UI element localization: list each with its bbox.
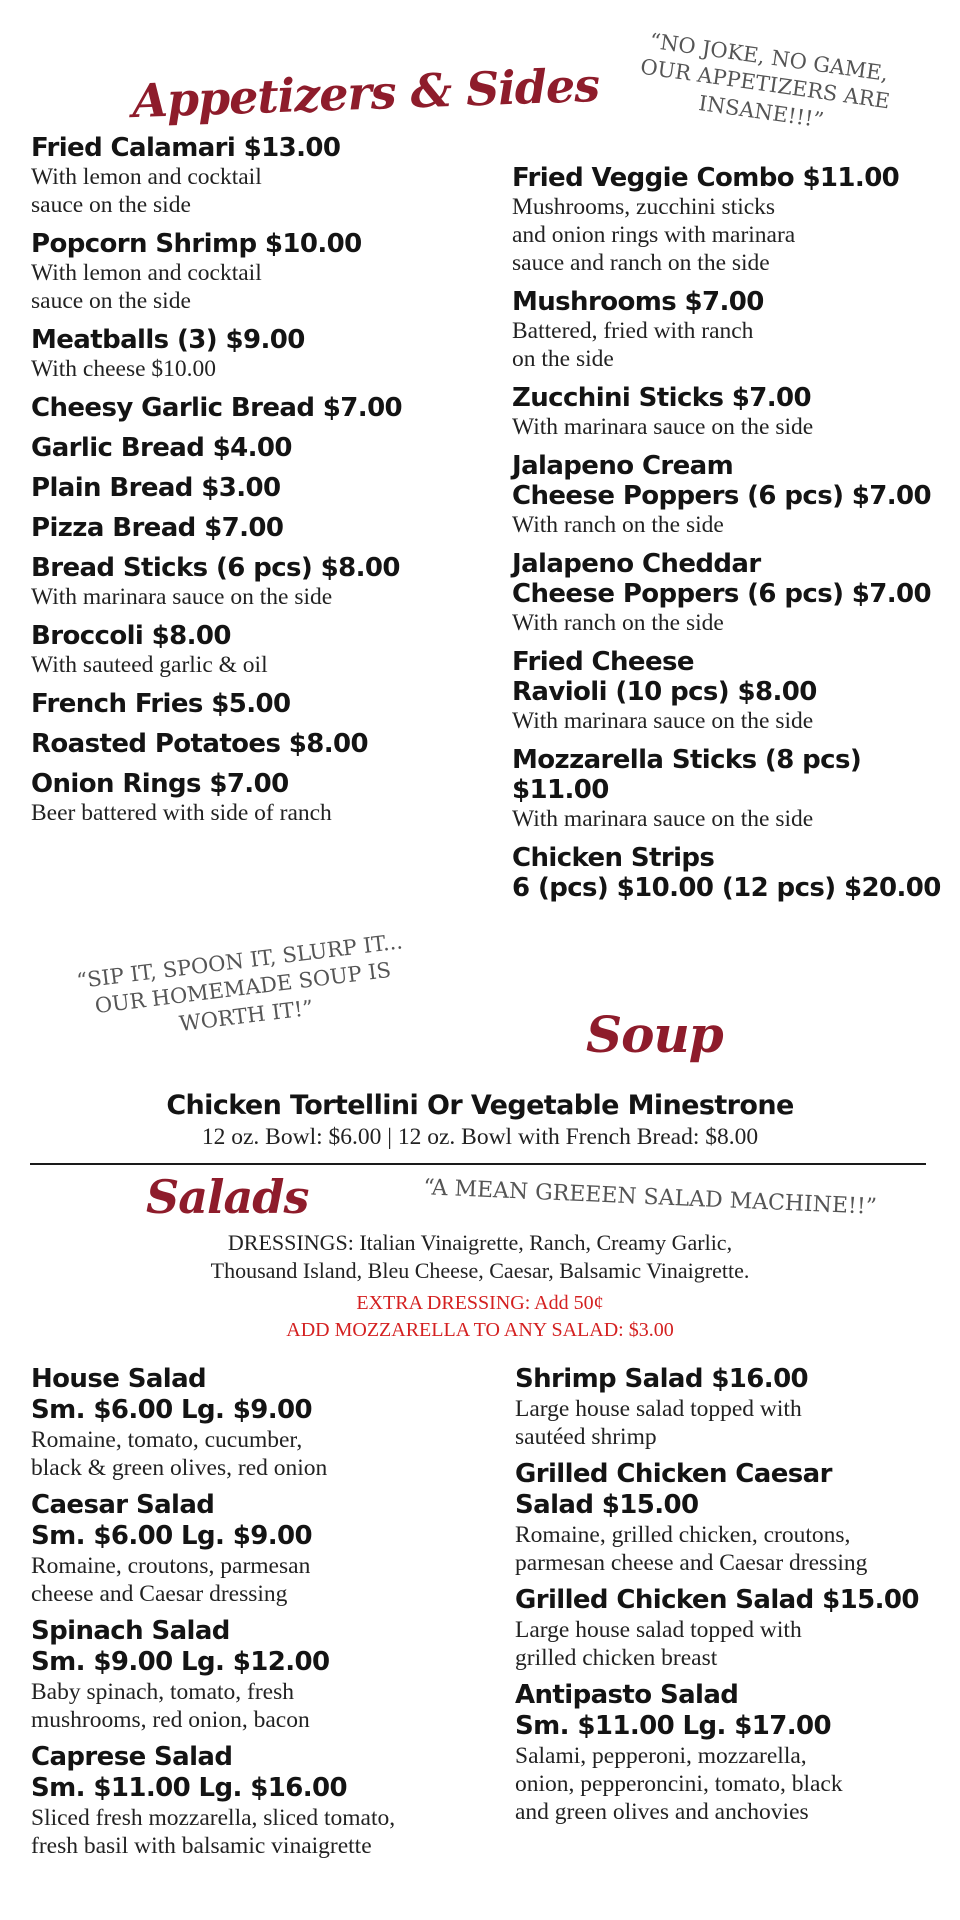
menu-item-description: Salami, pepperoni, mozzarella, onion, pepperoncini, tomato, black and green olives and anchovies [515, 1743, 843, 1825]
menu-item-description: With cheese $10.00 [31, 356, 217, 382]
menu-item-name: Mozzarella Sticks (8 pcs) $11.00 [512, 745, 862, 805]
menu-item [31, 1742, 491, 1860]
menu-item [515, 1364, 955, 1451]
menu-item-description: Romaine, grilled chicken, croutons, parmesan cheese and Caesar dressing [515, 1522, 868, 1576]
menu-item-description: With marinara sauce on the side [512, 708, 814, 734]
appetizers-right-column [512, 163, 952, 913]
menu-item-description: With ranch on the side [512, 610, 724, 636]
menu-item-description: With marinara sauce on the side [512, 414, 814, 440]
menu-item-description: With marinara sauce on the side [512, 806, 814, 832]
menu-item-description: Beer battered with side of ranch [31, 800, 332, 826]
menu-item-name: Popcorn Shrimp $10.00 [31, 229, 362, 259]
menu-item-name: Grilled Chicken Salad $15.00 [515, 1585, 919, 1615]
menu-item-name: Fried Veggie Combo $11.00 [512, 163, 900, 193]
menu-item-name: Cheesy Garlic Bread $7.00 [31, 393, 403, 423]
menu-item-name: Grilled Chicken Caesar Salad $15.00 [515, 1459, 832, 1520]
menu-item [512, 451, 952, 539]
menu-item-description: Baby spinach, tomato, fresh mushrooms, red onion, bacon [31, 1679, 310, 1733]
soup-prices: 12 oz. Bowl: $6.00 | 12 oz. Bowl with French Bread: $8.00 [201, 1124, 759, 1150]
menu-item-name: Bread Sticks (6 pcs) $8.00 [31, 553, 400, 583]
dressings-line-2: Thousand Island, Bleu Cheese, Caesar, Balsamic Vinaigrette. [210, 1258, 750, 1283]
menu-item [31, 553, 491, 611]
menu-item-description: Romaine, croutons, parmesan cheese and Caesar dressing [31, 1553, 311, 1607]
soup-quote: “SIP IT, SPOON IT, SLURP IT... OUR HOMEMADE SOUP IS WORTH IT!” [75, 929, 404, 1036]
menu-item [31, 229, 491, 315]
menu-item-name: Caprese Salad Sm. $11.00 Lg. $16.00 [31, 1742, 347, 1803]
menu-item-name: Mushrooms $7.00 [512, 287, 764, 317]
menu-item [31, 729, 491, 759]
menu-item [31, 1490, 491, 1608]
dressings-line-1: DRESSINGS: Italian Vinaigrette, Ranch, Creamy Garlic, [227, 1230, 733, 1255]
menu-item [31, 1616, 491, 1734]
menu-item-name: French Fries $5.00 [31, 689, 291, 719]
menu-item-name: Zucchini Sticks $7.00 [512, 383, 812, 413]
menu-item-name: Fried Cheese Ravioli (10 pcs) $8.00 [512, 647, 817, 707]
salads-heading: Salads [146, 1170, 309, 1224]
menu-item [31, 325, 491, 383]
menu-item-name: Chicken Strips 6 (pcs) $10.00 (12 pcs) $20.00 [512, 843, 941, 903]
menu-item-name: Jalapeno Cheddar Cheese Poppers (6 pcs) $7.00 [512, 549, 932, 609]
menu-item [31, 1364, 491, 1482]
menu-item-name: Broccoli $8.00 [31, 621, 231, 651]
menu-item [31, 689, 491, 719]
menu-item-description: With lemon and cocktail sauce on the side [31, 164, 262, 218]
section-divider [30, 1163, 926, 1165]
salads-left-column [31, 1364, 491, 1868]
menu-item-name: Jalapeno Cream Cheese Poppers (6 pcs) $7.00 [512, 451, 932, 511]
menu-item-description: Sliced fresh mozzarella, sliced tomato, fresh basil with balsamic vinaigrette [31, 1805, 396, 1859]
menu-item [31, 769, 491, 827]
menu-item-description: Battered, fried with ranch on the side [512, 318, 754, 372]
menu-item-description: With ranch on the side [512, 512, 724, 538]
menu-item-name: Roasted Potatoes $8.00 [31, 729, 369, 759]
appetizers-quote: “NO JOKE, NO GAME, OUR APPETIZERS ARE INSANE!!!” [638, 28, 892, 132]
menu-item [512, 549, 952, 637]
menu-item-name: Caesar Salad Sm. $6.00 Lg. $9.00 [31, 1490, 312, 1551]
menu-item-description: Large house salad topped with grilled chicken breast [515, 1617, 802, 1671]
menu-item [31, 393, 491, 423]
menu-item [31, 133, 491, 219]
menu-item [512, 163, 952, 277]
menu-item [31, 473, 491, 503]
menu-item [512, 745, 952, 833]
salads-quote: “A MEAN GREEEN SALAD MACHINE!!” [422, 1175, 878, 1220]
menu-item-name: Plain Bread $3.00 [31, 473, 281, 503]
soup-heading: Soup [586, 1005, 723, 1064]
menu-item [512, 843, 952, 903]
extra-dressing-note: EXTRA DRESSING: Add 50¢ [356, 1292, 604, 1314]
menu-item-name: Onion Rings $7.00 [31, 769, 289, 799]
menu-item-name: Fried Calamari $13.00 [31, 133, 341, 163]
menu-item-description: Romaine, tomato, cucumber, black & green olives, red onion [31, 1427, 328, 1481]
menu-item-description: With marinara sauce on the side [31, 584, 333, 610]
menu-item-description: Mushrooms, zucchini sticks and onion rings with marinara sauce and ranch on the side [512, 194, 796, 276]
menu-item-name: Pizza Bread $7.00 [31, 513, 284, 543]
menu-item [512, 647, 952, 735]
menu-item [515, 1459, 955, 1577]
appetizers-heading: Appetizers & Sides [131, 57, 600, 129]
menu-item-name: Garlic Bread $4.00 [31, 433, 292, 463]
menu-item-name: Antipasto Salad Sm. $11.00 Lg. $17.00 [515, 1680, 831, 1741]
menu-item [31, 621, 491, 679]
menu-item-name: Shrimp Salad $16.00 [515, 1364, 809, 1394]
menu-item-name: Spinach Salad Sm. $9.00 Lg. $12.00 [31, 1616, 330, 1677]
menu-item [31, 513, 491, 543]
salads-right-column [515, 1364, 955, 1834]
menu-item [515, 1680, 955, 1826]
menu-item-description: With sauteed garlic & oil [31, 652, 268, 678]
add-mozzarella-note: ADD MOZZARELLA TO ANY SALAD: $3.00 [286, 1319, 674, 1341]
menu-item-description: Large house salad topped with sautéed shrimp [515, 1396, 802, 1450]
menu-item [512, 383, 952, 441]
menu-item [512, 287, 952, 373]
menu-item [515, 1585, 955, 1672]
soup-name: Chicken Tortellini Or Vegetable Minestrone [166, 1090, 794, 1121]
menu-item [31, 433, 491, 463]
menu-item-name: Meatballs (3) $9.00 [31, 325, 305, 355]
appetizers-left-column [31, 133, 491, 837]
menu-item-name: House Salad Sm. $6.00 Lg. $9.00 [31, 1364, 312, 1425]
menu-item-description: With lemon and cocktail sauce on the side [31, 260, 262, 314]
